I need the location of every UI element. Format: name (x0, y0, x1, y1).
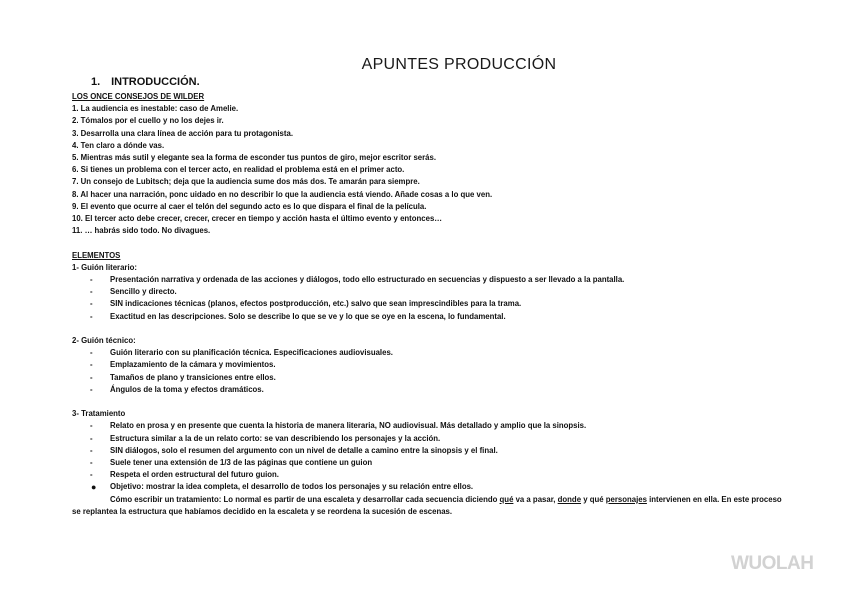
como-escribir-line-2: se replantea la estructura que habíamos decidido en la escaleta y se reordena la sucesión de escenas. (72, 506, 453, 516)
wuolah-logo: WUOLAH (731, 553, 814, 574)
list-item: - Estructura similar a la de un relato corto: se van describiendo los personajes y la acción. (90, 433, 441, 443)
wilder-item: 2. Tómalos por el cuello y no los dejes ir. (72, 116, 224, 126)
list-item: - Sencillo y directo. (90, 287, 177, 297)
list-item: - Emplazamiento de la cámara y movimientos. (90, 360, 276, 370)
wilder-heading: LOS ONCE CONSEJOS DE WILDER (72, 92, 205, 101)
list-item: - Tamaños de plano y transiciones entre ellos. (90, 372, 276, 382)
bullet-dot-icon: ● (91, 482, 97, 493)
tratamiento-label: 3- Tratamiento (72, 409, 126, 419)
wilder-item: 8. Al hacer una narración, ponc uidado en no describir lo que la audiencia está viendo. Añade cosas a lo que ven. (72, 189, 493, 199)
wilder-item: 11. … habrás sido todo. No divagues. (72, 226, 211, 236)
wilder-item: 10. El tercer acto debe crecer, crecer, crecer en tiempo y acción hasta el último evento y entonces… (72, 214, 443, 224)
wilder-item: 5. Mientras más sutil y elegante sea la forma de esconder tus puntos de giro, mejor escritor serás. (72, 153, 436, 163)
wilder-item: 3. Desarrolla una clara línea de acción para tu protagonista. (72, 128, 293, 138)
list-item: - SIN diálogos, solo el resumen del argumento con un nivel de detalle a camino entre la sinopsis y el final. (90, 445, 498, 455)
wilder-item: 4. Ten claro a dónde vas. (72, 140, 165, 150)
list-item: - Presentación narrativa y ordenada de las acciones y diálogos, todo ello estructurado en secuencias y dispuesto a ser llevado a la pantalla. (90, 275, 625, 285)
guion-literario-label: 1- Guión literario: (72, 262, 137, 272)
list-item: - Suele tener una extensión de 1/3 de las páginas que contiene un guion (90, 458, 373, 468)
list-item: - Relato en prosa y en presente que cuenta la historia de manera literaria, NO audiovisual. Más detallado y amplio que la sinopsis. (90, 421, 587, 431)
wilder-item: 6. Si tienes un problema con el tercer acto, en realidad el problema está en el primer acto. (72, 165, 405, 175)
document-title: APUNTES PRODUCCIÓN (361, 56, 557, 73)
list-item: - Exactitud en las descripciones. Solo se describe lo que se ve y lo que se oye en la escena, lo fundamental. (90, 311, 506, 321)
list-item: - Respeta el orden estructural del futuro guion. (90, 470, 279, 480)
objetivo-item: ● Objetivo: mostrar la idea completa, el desarrollo de todos los personajes y su relación entre ellos. (91, 482, 474, 493)
document-body (72, 91, 848, 518)
elementos-heading: ELEMENTOS (72, 250, 121, 260)
list-item: - Guión literario con su planificación técnica. Especificaciones audiovisuales. (90, 348, 393, 358)
section-heading-text: INTRODUCCIÓN. (111, 76, 200, 88)
section-number: 1. (91, 76, 101, 88)
wilder-item: 1. La audiencia es inestable: caso de Amelie. (72, 104, 239, 114)
wilder-item: 7. Un consejo de Lubitsch; deja que la audiencia sume dos más dos. Te amarán para siempre. (72, 177, 420, 187)
list-item: - SIN indicaciones técnicas (planos, efectos postproducción, etc.) salvo que sean imprescindibles para la trama. (90, 299, 522, 309)
wilder-item: 9. El evento que ocurre al caer el telón del segundo acto es lo que dispara el final de la película. (72, 201, 427, 211)
como-escribir-line: Cómo escribir un tratamiento: Lo normal es partir de una escaleta y desarrollar cada secuencia diciendo qué va a pasar, donde y qué personajes intervienen en ella. En este proceso (110, 494, 782, 504)
list-item: - Ángulos de la toma y efectos dramáticos. (90, 384, 264, 394)
guion-tecnico-label: 2- Guión técnico: (72, 336, 136, 346)
section-heading (91, 76, 200, 88)
